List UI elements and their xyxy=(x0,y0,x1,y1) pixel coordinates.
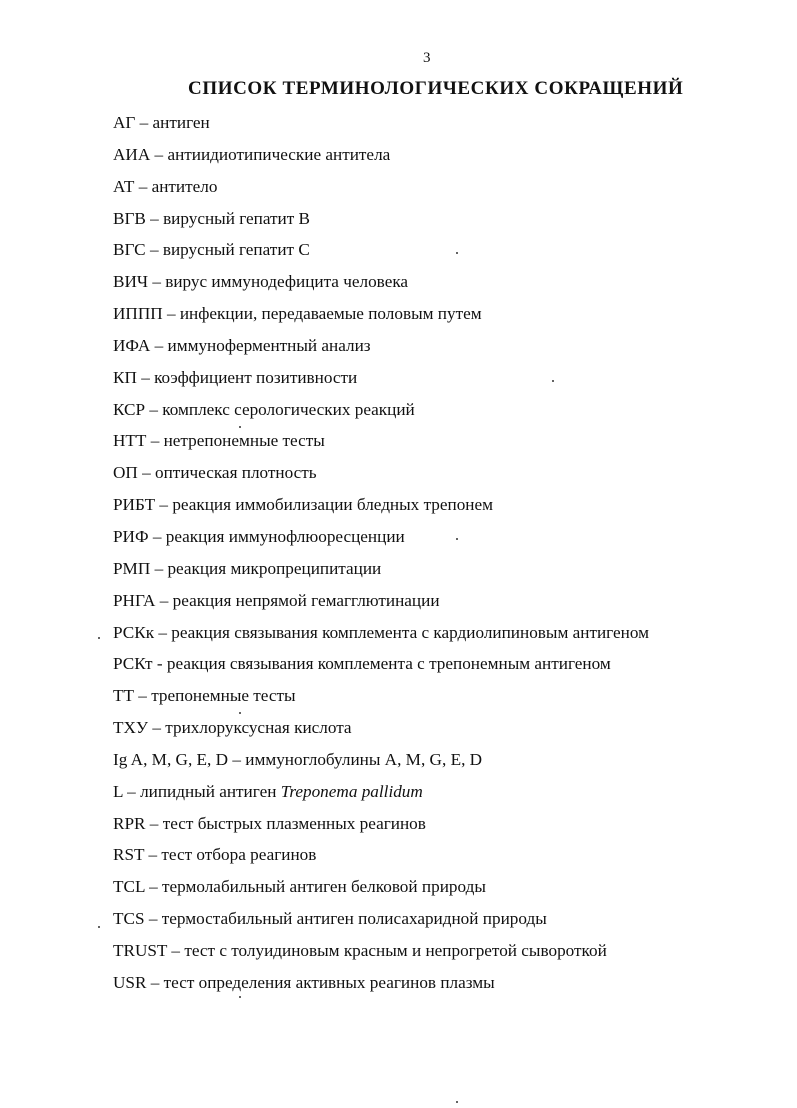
page-number: 3 xyxy=(423,50,431,66)
definition: вирусный гепатит В xyxy=(163,208,311,228)
definition: оптическая плотность xyxy=(155,463,317,483)
abbreviation: USR xyxy=(113,972,147,992)
definition: термолабильный антиген белковой природы xyxy=(162,877,486,897)
definition: реакция иммунофлюоресценции xyxy=(165,526,405,546)
abbreviation: КСР xyxy=(113,399,146,419)
list-item xyxy=(113,780,649,812)
abbreviation: TCS xyxy=(113,909,145,929)
abbreviation: АГ xyxy=(113,113,136,132)
list-item xyxy=(113,398,649,430)
abbreviation: ИФА xyxy=(113,335,151,355)
definition: реакция непрямой гемагглютинации xyxy=(172,590,440,610)
abbreviation: КП xyxy=(113,367,137,387)
scan-speck xyxy=(98,637,100,639)
separator: – xyxy=(148,272,166,292)
definition-italic: Treponema pallidum xyxy=(280,781,423,801)
separator: – xyxy=(144,845,162,865)
list-item xyxy=(113,748,649,780)
definition: трепонемные тесты xyxy=(151,686,296,706)
separator: – xyxy=(148,526,166,546)
scan-speck xyxy=(98,926,100,928)
abbreviation: L xyxy=(113,781,123,801)
list-item xyxy=(113,843,649,875)
list-item xyxy=(113,302,649,334)
list-item xyxy=(113,589,649,621)
separator: – xyxy=(145,208,164,228)
abbreviation: ТХУ xyxy=(113,718,149,738)
abbreviation-list xyxy=(113,111,649,1003)
separator: – xyxy=(150,335,168,355)
separator: – xyxy=(228,749,246,769)
list-item xyxy=(113,652,649,684)
separator: – xyxy=(137,463,156,483)
abbreviation: РНГА xyxy=(113,590,156,610)
abbreviation: НТТ xyxy=(113,431,147,451)
definition: тест быстрых плазменных реагинов xyxy=(162,813,426,833)
definition: тест определения активных реагинов плазмы xyxy=(163,972,495,992)
separator: – xyxy=(134,176,152,196)
page-title: СПИСОК ТЕРМИНОЛОГИЧЕСКИХ СОКРАЩЕНИЙ xyxy=(188,78,684,99)
list-item xyxy=(113,207,649,239)
scan-speck xyxy=(239,996,241,998)
list-item xyxy=(113,334,649,366)
list-item xyxy=(113,270,649,302)
list-item xyxy=(113,366,649,398)
scan-speck xyxy=(456,1101,458,1103)
list-item xyxy=(113,175,649,207)
definition: реакция связывания комплемента с кардиолипиновым антигеном xyxy=(171,622,649,642)
list-item xyxy=(113,812,649,844)
separator: – xyxy=(154,622,172,642)
definition: тест отбора реагинов xyxy=(161,845,317,865)
separator: – xyxy=(145,399,163,419)
scan-speck xyxy=(456,538,458,540)
definition: вирусный гепатит С xyxy=(162,240,310,260)
abbreviation: РСКк xyxy=(113,622,155,642)
scan-speck xyxy=(456,252,458,254)
abbreviation: RST xyxy=(113,845,145,865)
list-item xyxy=(113,621,649,653)
abbreviation: ОП xyxy=(113,463,138,483)
separator: - xyxy=(152,654,167,674)
separator: – xyxy=(150,558,168,578)
scan-speck xyxy=(239,426,241,428)
abbreviation: ВИЧ xyxy=(113,272,149,292)
abbreviation: РИФ xyxy=(113,526,149,546)
separator: – xyxy=(122,781,141,801)
definition: трихлоруксусная кислота xyxy=(165,718,352,738)
abbreviation: АТ xyxy=(113,176,135,196)
separator: – xyxy=(136,367,155,387)
abbreviation: TCL xyxy=(113,877,145,897)
abbreviation: РИБТ xyxy=(113,495,156,515)
definition: тест с толуидиновым красным и непрогретой сывороткой xyxy=(184,940,607,960)
separator: – xyxy=(155,590,173,610)
definition: антитело xyxy=(151,176,218,196)
list-item xyxy=(113,429,649,461)
list-item xyxy=(113,525,649,557)
separator: – xyxy=(145,240,163,260)
separator: – xyxy=(150,144,168,164)
definition: комплекс серологических реакций xyxy=(162,399,415,419)
list-item xyxy=(113,684,649,716)
abbreviation: ТТ xyxy=(113,686,134,706)
definition: реакция связывания комплемента с трепонемным антигеном xyxy=(166,654,611,674)
separator: – xyxy=(144,877,163,897)
definition: инфекции, передаваемые половым путем xyxy=(179,304,482,324)
separator: – xyxy=(134,686,152,706)
abbreviation: ВГВ xyxy=(113,208,146,228)
definition: коэффициент позитивности xyxy=(154,367,358,387)
definition: антиген xyxy=(152,113,210,132)
separator: – xyxy=(148,718,166,738)
abbreviation: TRUST xyxy=(113,940,168,960)
definition: иммуноферментный анализ xyxy=(167,335,371,355)
list-item xyxy=(113,238,649,270)
definition: липидный антиген xyxy=(140,781,281,801)
abbreviation: РСКт xyxy=(113,654,153,674)
abbreviation: Ig A, M, G, E, D xyxy=(113,749,229,769)
separator: – xyxy=(155,495,173,515)
list-item xyxy=(113,971,649,1003)
abbreviation: ИППП xyxy=(113,304,163,324)
list-item xyxy=(113,111,649,143)
separator: – xyxy=(167,940,185,960)
definition: термостабильный антиген полисахаридной природы xyxy=(161,909,547,929)
definition: реакция иммобилизации бледных трепонем xyxy=(172,495,494,515)
definition: антиидиотипические антитела xyxy=(167,144,391,164)
scan-speck xyxy=(552,380,554,382)
list-item xyxy=(113,461,649,493)
scan-speck xyxy=(239,712,241,714)
abbreviation: РМП xyxy=(113,558,151,578)
separator: – xyxy=(162,304,180,324)
definition: вирус иммунодефицита человека xyxy=(165,272,409,292)
list-item xyxy=(113,557,649,589)
definition: нетрепонемные тесты xyxy=(163,431,325,451)
definition: иммуноглобулины A, M, G, E, D xyxy=(245,749,483,769)
list-item xyxy=(113,939,649,971)
abbreviation: RPR xyxy=(113,813,146,833)
list-item xyxy=(113,143,649,175)
list-item xyxy=(113,907,649,939)
abbreviation: ВГС xyxy=(113,240,146,260)
list-item xyxy=(113,716,649,748)
list-item xyxy=(113,875,649,907)
abbreviation: АИА xyxy=(113,144,151,164)
definition: реакция микропреципитации xyxy=(167,558,382,578)
separator: – xyxy=(146,431,164,451)
separator: – xyxy=(144,909,162,929)
separator: – xyxy=(146,972,164,992)
separator: – xyxy=(145,813,163,833)
list-item xyxy=(113,493,649,525)
separator: – xyxy=(135,113,153,132)
